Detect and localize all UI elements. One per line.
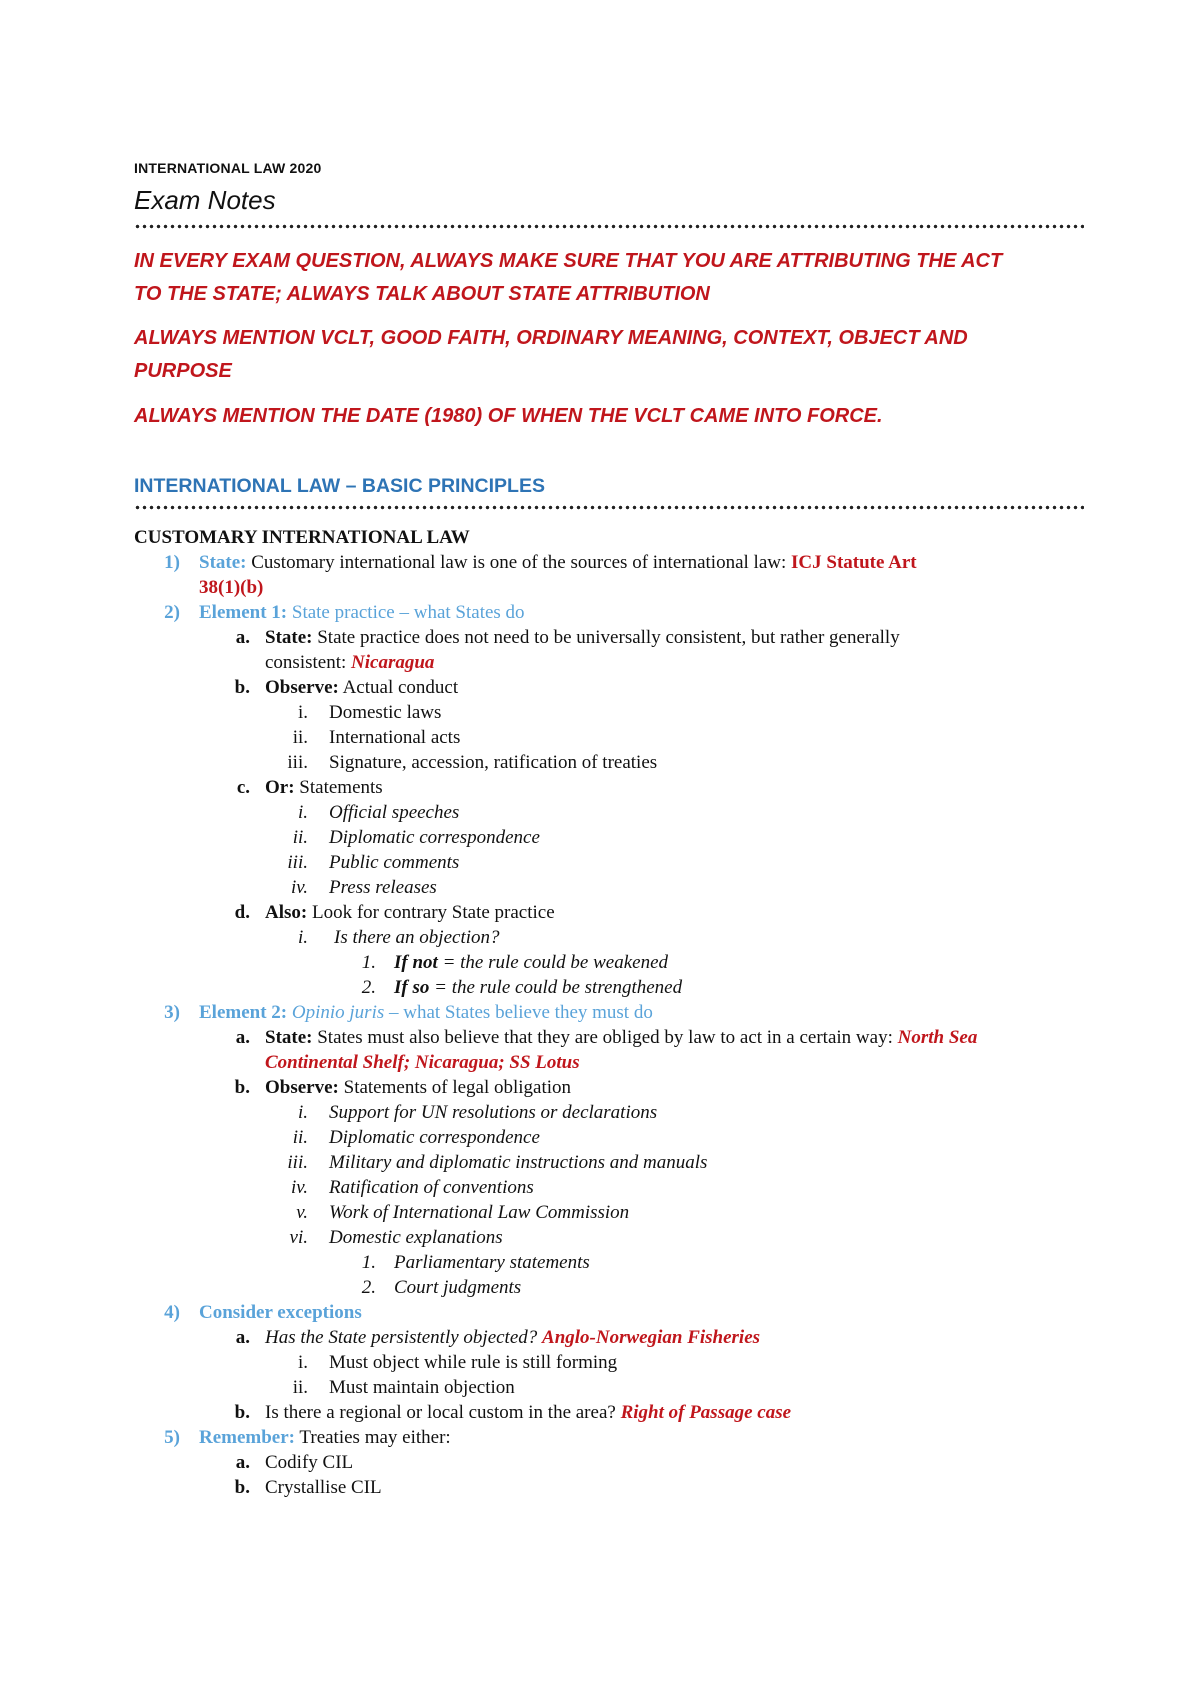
list-item: i. Support for UN resolutions or declarations [297,1102,658,1123]
dotted-divider [134,224,1084,229]
list-item: 3) Element 2: Opinio juris – what States believe they must do [164,1002,653,1023]
list-item: 1. Parliamentary statements [361,1252,590,1273]
list-item: b. Observe: Statements of legal obligation [234,1077,572,1098]
list-item: i. Must object while rule is still forming [297,1352,618,1373]
list-item: ii. International acts [292,727,461,748]
list-item: v. Work of International Law Commission [296,1202,630,1223]
course-title: INTERNATIONAL LAW 2020 [134,160,322,176]
list-item: c. Or: Statements [236,777,383,798]
list-item: iv. Press releases [290,877,437,898]
list-item: 1. If not = the rule could be weakened [361,952,669,973]
list-item: ii. Diplomatic correspondence [292,827,540,848]
warning-state-attribution: IN EVERY EXAM QUESTION, ALWAYS MAKE SURE THAT YOU ARE ATTRIBUTING THE ACT TO THE STATE; ALWAYS TALK ABOUT STATE ATTRIBUTION [134,250,1003,305]
warning-vclt-interpretation: ALWAYS MENTION VCLT, GOOD FAITH, ORDINARY MEANING, CONTEXT, OBJECT AND PURPOSE [134,327,968,382]
list-item: 1) State: Customary international law is one of the sources of international law: ICJ Statute Art [164,552,917,573]
warning-vclt-date: ALWAYS MENTION THE DATE (1980) OF WHEN THE VCLT CAME INTO FORCE. [134,405,883,427]
list-item: 2. Court judgments [361,1277,522,1298]
list-item-continuation: consistent: Nicaragua [265,652,435,673]
list-item: vi. Domestic explanations [289,1227,503,1248]
list-item: iii. Public comments [287,852,460,873]
list-item: ii. Must maintain objection [292,1377,515,1398]
list-item-continuation: 38(1)(b) [199,577,264,598]
list-item: a. Has the State persistently objected? Anglo-Norwegian Fisheries [235,1327,761,1348]
dotted-divider [134,505,1084,510]
list-item: a. State: State practice does not need to be universally consistent, but rather generally [235,627,900,648]
list-item: iv. Ratification of conventions [290,1177,534,1198]
list-item: iii. Military and diplomatic instructions and manuals [287,1152,708,1173]
list-item: 4) Consider exceptions [164,1302,362,1323]
list-item: 5) Remember: Treaties may either: [164,1427,451,1448]
list-item: ii. Diplomatic correspondence [292,1127,540,1148]
page-subtitle: Exam Notes [134,185,276,215]
list-item: i. Official speeches [297,802,460,823]
topic-heading: CUSTOMARY INTERNATIONAL LAW [134,527,470,548]
list-item: i. Is there an objection? [297,927,500,948]
list-item: a. State: States must also believe that they are obliged by law to act in a certain way: North Sea [235,1027,978,1048]
list-item: i. Domestic laws [297,702,442,723]
list-item: a. Codify CIL [235,1452,354,1473]
list-item: b. Crystallise CIL [234,1477,382,1498]
list-item: 2. If so = the rule could be strengthened [361,977,683,998]
section-heading: INTERNATIONAL LAW – BASIC PRINCIPLES [134,475,545,497]
list-item: iii. Signature, accession, ratification of treaties [287,752,658,773]
list-item: b. Is there a regional or local custom in the area? Right of Passage case [234,1402,792,1423]
list-item: b. Observe: Actual conduct [234,677,459,698]
list-item-continuation: Continental Shelf; Nicaragua; SS Lotus [265,1052,580,1073]
list-item: 2) Element 1: State practice – what States do [164,602,525,623]
list-item: d. Also: Look for contrary State practice [234,902,555,923]
